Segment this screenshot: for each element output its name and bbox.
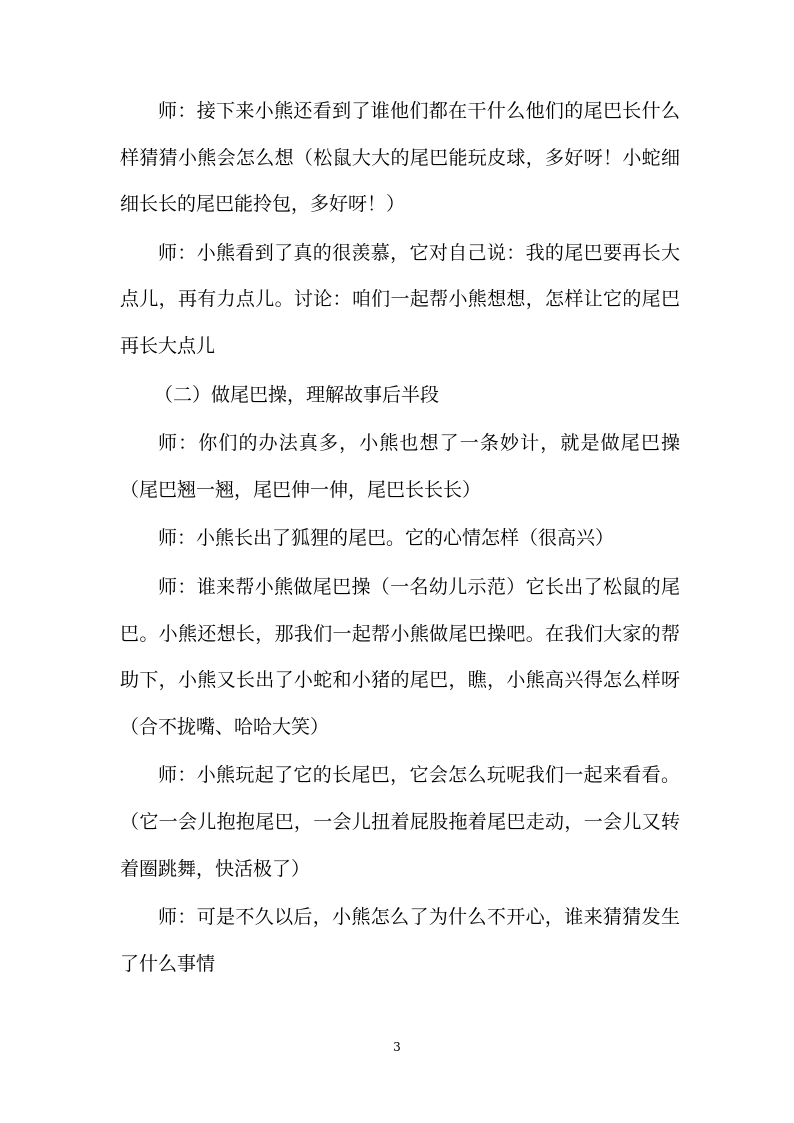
paragraph: 师：可是不久以后，小熊怎么了为什么不开心，谁来猜猜发生了什么事情: [120, 906, 680, 975]
paragraph: 师：谁来帮小熊做尾巴操（一名幼儿示范）它长出了松鼠的尾巴。小熊还想长，那我们一起帮小熊做尾巴操吧。在我们大家的帮助下，小熊又长出了小蛇和小猪的尾巴，瞧，小熊高兴得怎么样呀（合不拢嘴、哈哈大笑）: [120, 575, 680, 738]
body-text: [120, 88, 680, 989]
paragraph: 师：你们的办法真多，小熊也想了一条妙计，就是做尾巴操（尾巴翘一翘，尾巴伸一伸，尾巴长长长）: [120, 432, 680, 501]
paragraph: 师：接下来小熊还看到了谁他们都在干什么他们的尾巴长什么样猜猜小熊会怎么想（松鼠大大的尾巴能玩皮球，多好呀！小蛇细细长长的尾巴能拎包，多好呀！）: [120, 100, 680, 216]
section-heading: （二）做尾巴操，理解故事后半段: [154, 383, 440, 406]
page-number: 3: [393, 1040, 401, 1054]
paragraph: 师：小熊玩起了它的长尾巴，它会怎么玩呢我们一起来看看。（它一会儿抱抱尾巴，一会儿扭着屁股拖着尾巴走动，一会儿又转着圈跳舞，快活极了）: [120, 764, 680, 880]
paragraph: 师：小熊看到了真的很羡慕，它对自己说：我的尾巴要再长大点儿，再有力点儿。讨论：咱们一起帮小熊想想，怎样让它的尾巴再长大点儿: [120, 241, 680, 357]
paragraph: 师：小熊长出了狐狸的尾巴。它的心情怎样（很高兴）: [158, 527, 615, 550]
